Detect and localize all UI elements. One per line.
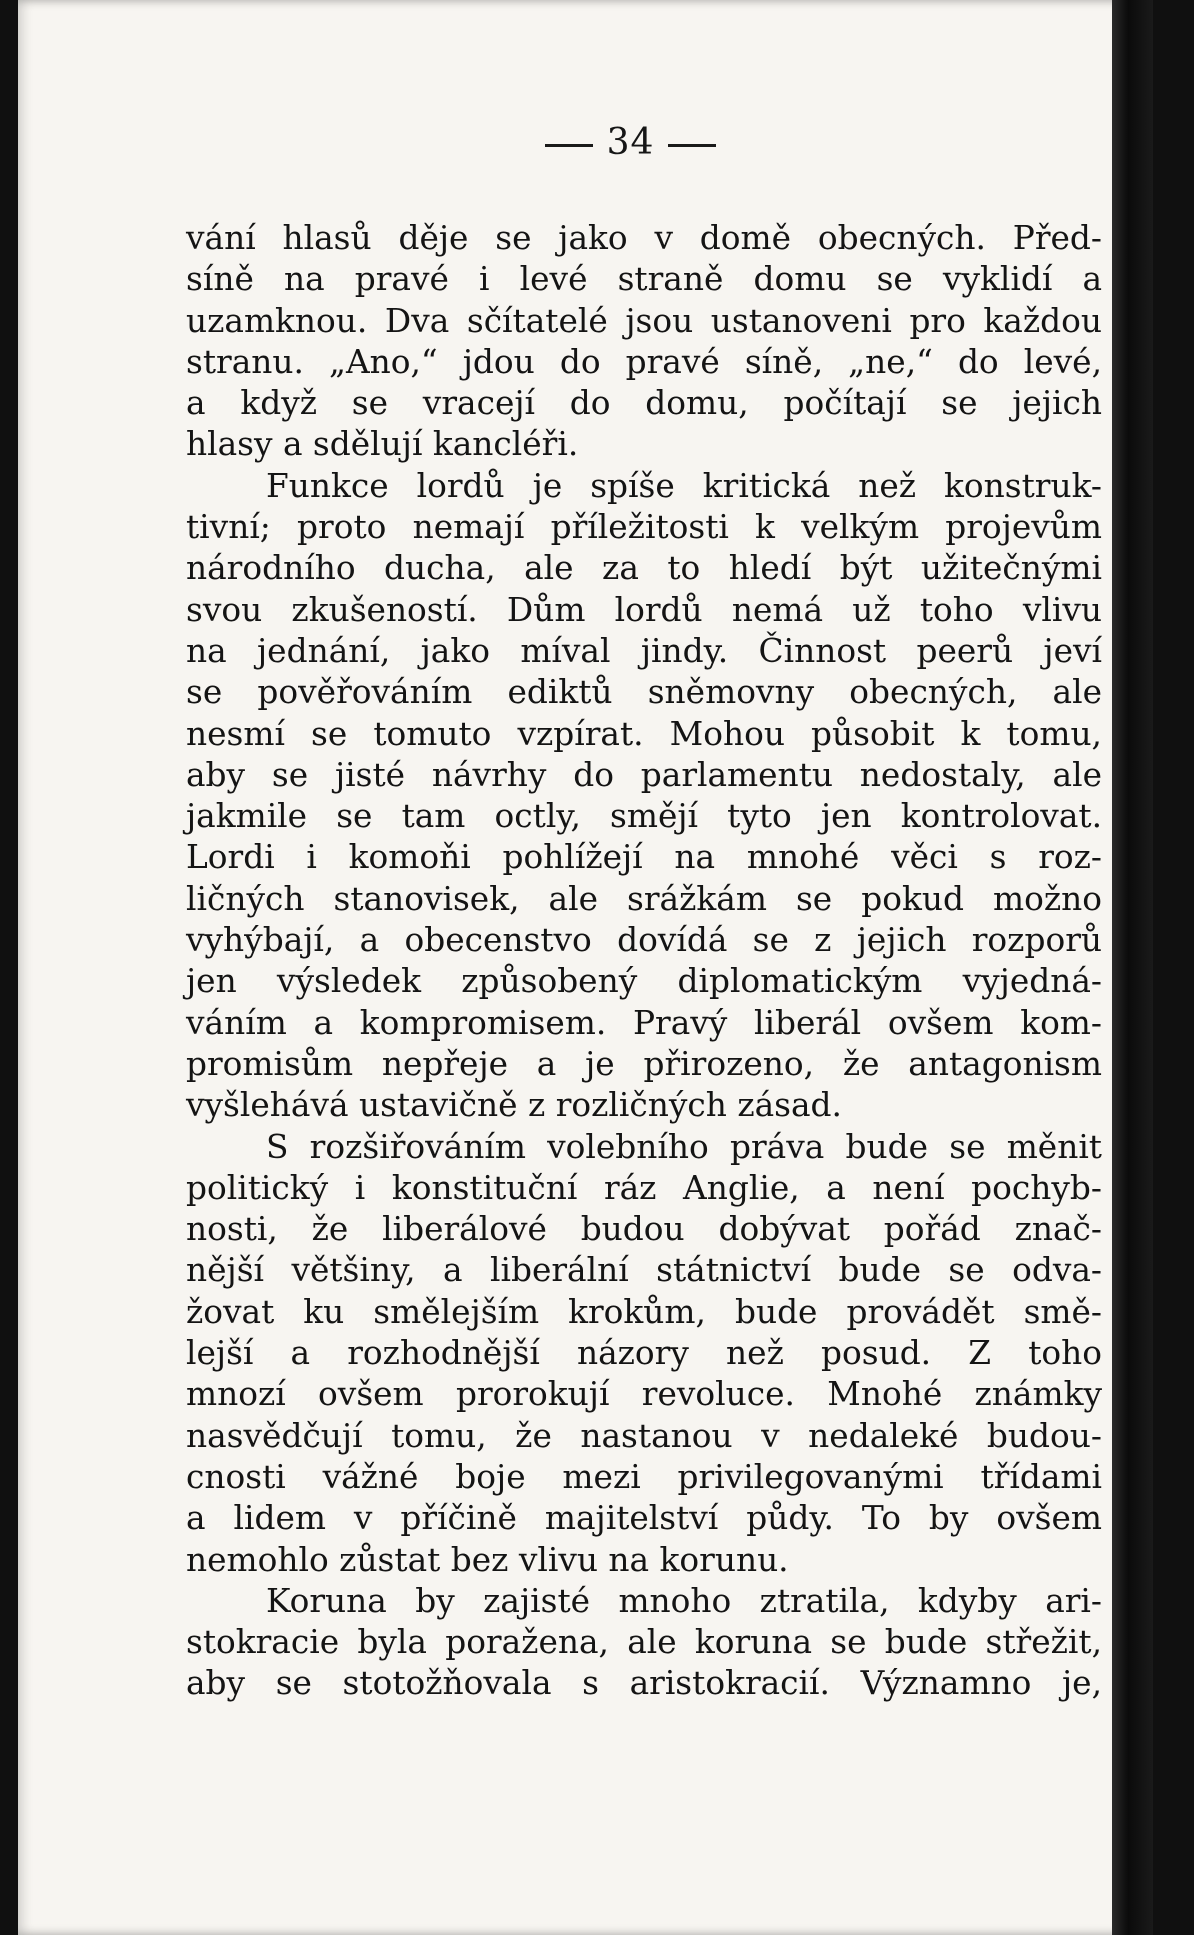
page-number-dash-right [668, 144, 716, 147]
text-line: vyhýbají, a obecenstvo dovídá se z jejich rozporů [186, 921, 1102, 960]
text-line: uzamknou. Dva sčítatelé jsou ustanoveni pro každou [186, 301, 1102, 340]
text-line: nesmí se tomuto vzpírat. Mohou působit k tomu, [186, 714, 1102, 753]
text-line: aby se jisté návrhy do parlamentu nedostaly, ale [186, 755, 1102, 794]
text-line: a lidem v příčině majitelství půdy. To by ovšem [186, 1499, 1102, 1538]
text-line: lejší a rozhodnější názory než posud. Z toho [186, 1334, 1102, 1373]
text-line: jen výsledek způsobený diplomatickým vyjedná- [186, 962, 1102, 1001]
text-line: a když se vracejí do domu, počítají se jejich [186, 384, 1102, 423]
text-line: promisům nepřeje a je přirozeno, že antagonism [186, 1044, 1102, 1083]
text-line: aby se stotožňovala s aristokracií. Významno je, [186, 1664, 1102, 1703]
text-line: nemohlo zůstat bez vlivu na korunu. [186, 1540, 789, 1579]
book-spine-shadow [1112, 0, 1153, 1935]
text-line: stranu. „Ano,“ jdou do pravé síně, „ne,“ do levé, [186, 342, 1102, 381]
page-number-value: 34 [606, 122, 655, 163]
text-line: stokracie byla poražena, ale koruna se bude střežit, [186, 1623, 1102, 1662]
text-line: ličných stanovisek, ale srážkám se pokud možno [186, 879, 1102, 918]
text-line: hlasy a sdělují kancléři. [186, 425, 579, 464]
text-line: národního ducha, ale za to hledí být užitečnými [186, 549, 1102, 588]
text-line: Funkce lordů je spíše kritická než konstruk- [266, 466, 1102, 505]
text-line: S rozšiřováním volebního práva bude se měnit [266, 1127, 1102, 1166]
text-line: Lordi i komoňi pohlížejí na mnohé věci s roz- [186, 838, 1102, 877]
text-line: politický i konstituční ráz Anglie, a není pochyb- [186, 1168, 1102, 1207]
text-line: nasvědčují tomu, že nastanou v nedaleké budou- [186, 1416, 1102, 1455]
text-line: tivní; proto nemají příležitosti k velkým projevům [186, 508, 1102, 547]
page-number [18, 122, 1153, 163]
text-line: se pověřováním ediktů sněmovny obecných, ale [186, 673, 1102, 712]
page-number-dash-left [545, 144, 593, 147]
text-line: jakmile se tam octly, smějí tyto jen kontrolovat. [186, 797, 1102, 836]
text-line: Koruna by zajisté mnoho ztratila, kdyby ari- [266, 1581, 1102, 1620]
book-page [18, 0, 1153, 1935]
text-line: vyšlehává ustavičně z rozličných zásad. [186, 1086, 842, 1125]
text-line: nější většiny, a liberální státnictví bude se odva- [186, 1251, 1102, 1290]
text-line: síně na pravé i levé straně domu se vyklidí a [186, 260, 1102, 299]
text-line: cnosti vážné boje mezi privilegovanými třídami [186, 1457, 1102, 1496]
body-text [186, 218, 1102, 1705]
text-line: váním a kompromisem. Pravý liberál ovšem kom- [186, 1003, 1102, 1042]
text-line: nosti, že liberálové budou dobývat pořád znač- [186, 1210, 1102, 1249]
text-line: svou zkušeností. Dům lordů nemá už toho vlivu [186, 590, 1102, 629]
text-line: na jednání, jako míval jindy. Činnost peerů jeví [186, 631, 1102, 670]
text-line: vání hlasů děje se jako v domě obecných. Před- [186, 219, 1102, 257]
text-line: mnozí ovšem prorokují revoluce. Mnohé známky [186, 1375, 1102, 1414]
text-line: žovat ku smělejším krokům, bude provádět smě- [186, 1292, 1102, 1331]
